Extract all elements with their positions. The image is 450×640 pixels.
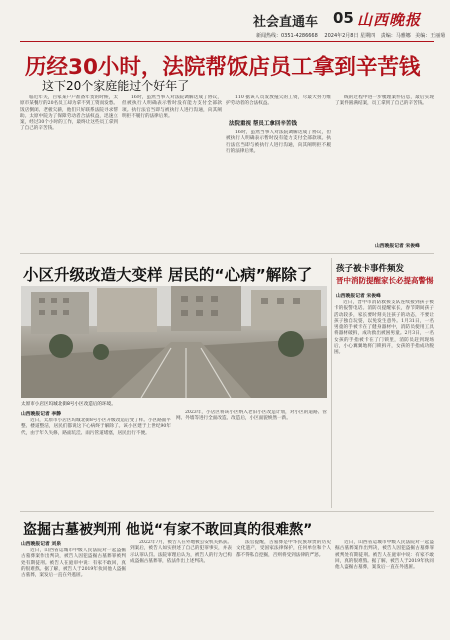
community-photo	[21, 286, 327, 398]
top-text-col4: 线的过程中进一步梳理案件信息，最后实现了案件圆满结案，员工拿到了自己的辛苦钱。	[335, 95, 434, 107]
tomb-text-col3: 法官提醒，古墓葬是中华民族珍贵的历史文化遗产，受国家法律保护，任何单位和个人都不得私自挖掘，否则将受到法律的严惩。	[236, 540, 331, 558]
tomb-text-col4: 近日，山西省运城市中级人民法院对一起盗掘古墓葬案作出判决，被告人因犯盗掘古墓葬罪被判处有期徒刑。被告人在庭审中说：有家不敢回，真的很难熬。据了解，被告人于2019年伙同他人盗掘古墓葬，案发后一直在外逃匿。	[335, 540, 434, 571]
fire-text: 近日，晋中市消防救援支队连续接到孩子被卡的报警电话。消防员提醒家长，春节期间孩子活动较多，家长要时刻关注孩子的动态，不要让孩子独自玩耍，以免发生意外。1月31日，一名男童的手被卡在了健身器材中，消防员使用工具将器材破拆，成功救出被困男童。2月3日，一名女孩的手指被卡在了门锁里，消防员赶到现场后，小心翼翼地将门锁拆开，女孩的手指成功脱困。	[334, 300, 434, 356]
right-column-divider	[331, 258, 332, 508]
news-hotline: 新闻热线：0351-4286668	[256, 33, 318, 39]
top-text-col3: 110 据该人员发放拖欠的工资，尽最大努力维护劳动者的合法权益。	[226, 95, 331, 107]
designer-credit: 美编：王丽菊	[415, 33, 446, 39]
community-headline: 小区升级改造大变样 居民的“心病”解除了	[23, 266, 313, 284]
section-divider-bottom	[20, 511, 434, 512]
fire-byline: 山西晚报记者 宋俊峰	[336, 294, 381, 299]
top-subheadline: 这下20个家庭能过个好年了	[42, 79, 190, 93]
top-text-col2: 16时，虽然当事人对法院调解达成了协议，但被执行人明确表示暂时没有能力支付全部款项。执行法官当即与被执行人进行沟通，向其阐明拒不履行的法律后果。	[122, 95, 222, 119]
tomb-body-1: 近日，山西省运城市中级人民法院对一起盗掘古墓葬案作出判决，被告人因犯盗掘古墓葬罪被判处有期徒刑。被告人在庭审中说：有家不敢回，真的很难熬。据了解，被告人于2019年伙同他人盗掘古墓葬，案发后一直在外逃匿。	[21, 548, 126, 579]
column-name: 社会直通车	[253, 15, 319, 30]
tomb-byline: 山西晚报记者 刘泉	[21, 542, 62, 547]
fire-subheadline: 晋中消防提醒家长必提高警惕	[336, 276, 434, 285]
newspaper-logo: 山西晚报	[357, 11, 422, 29]
top-headline: 历经30小时，法院帮饭店员工拿到辛苦钱	[25, 55, 421, 80]
tomb-text-col2: 2022年7月，被告人在外地被公安机关抓获。到案后，被告人如实供述了自己的犯罪事实，并表示认罪认罚。法院审理后认为，被告人的行为已构成盗掘古墓葬罪，依法作出上述判决。	[130, 540, 232, 564]
top-text-col3-body: 16时，虽然当事人对法院调解达成了协议，但被执行人明确表示暂时没有能力支付全部款项。执行法官当即与被执行人进行沟通，向其阐明拒不履行的法律后果。	[226, 130, 331, 154]
page-number: 05	[333, 9, 354, 27]
section-divider-top	[20, 253, 434, 254]
community-photo-caption: 太原市小店区坞城北街8号小区改造后的环境。	[21, 402, 116, 407]
issue-date: 2024年2月8日 星期四	[324, 33, 376, 39]
top-byline: 山西晚报记者 宋俊峰	[375, 244, 420, 249]
editor-credit: 责编：马雅娜	[380, 33, 411, 39]
masthead-meta	[256, 32, 445, 39]
tomb-headline: 盗掘古墓被判刑 他说“有家不敢回真的很难熬”	[23, 522, 313, 538]
community-photo-illustration	[21, 286, 327, 398]
community-byline: 山西晚报记者 李静	[21, 412, 62, 417]
community-body-1: 近日，太原市小店区坞城北街8号小区升级改造后变了样。小区路面平整、楼道整洁，居民们都说这下心病终于解除了。该小区建于上世纪90年代，由于年久失修，路面坑洼、雨污管道堵塞，居民出行不便。	[21, 418, 171, 436]
top-text-col3-heading: 法院重视 帮员工拿回辛苦钱	[229, 121, 297, 127]
top-text-col1: 临近年关，百家某户户准备年货的时候，太原市某餐厅的20名员工却为拿不到工资而发愁。饭店倒闭、老板欠薪，他们只好联系法院寻求帮助。太原中院为了保障劳动者合法权益，迅速立案，经过30个小时的工作，最终让这些员工拿到了自己的辛苦钱。	[20, 95, 118, 132]
tomb-text-col1	[21, 540, 126, 636]
community-text-col2: 2023年，小店区将该小区纳入老旧小区改造计划，对小区的道路、管网、外墙等进行全面改造。改造后，小区面貌焕然一新。	[176, 410, 327, 422]
fire-headline: 孩子被卡事件频发	[336, 264, 405, 274]
community-text-col1	[21, 410, 171, 510]
masthead-rule	[20, 41, 434, 42]
